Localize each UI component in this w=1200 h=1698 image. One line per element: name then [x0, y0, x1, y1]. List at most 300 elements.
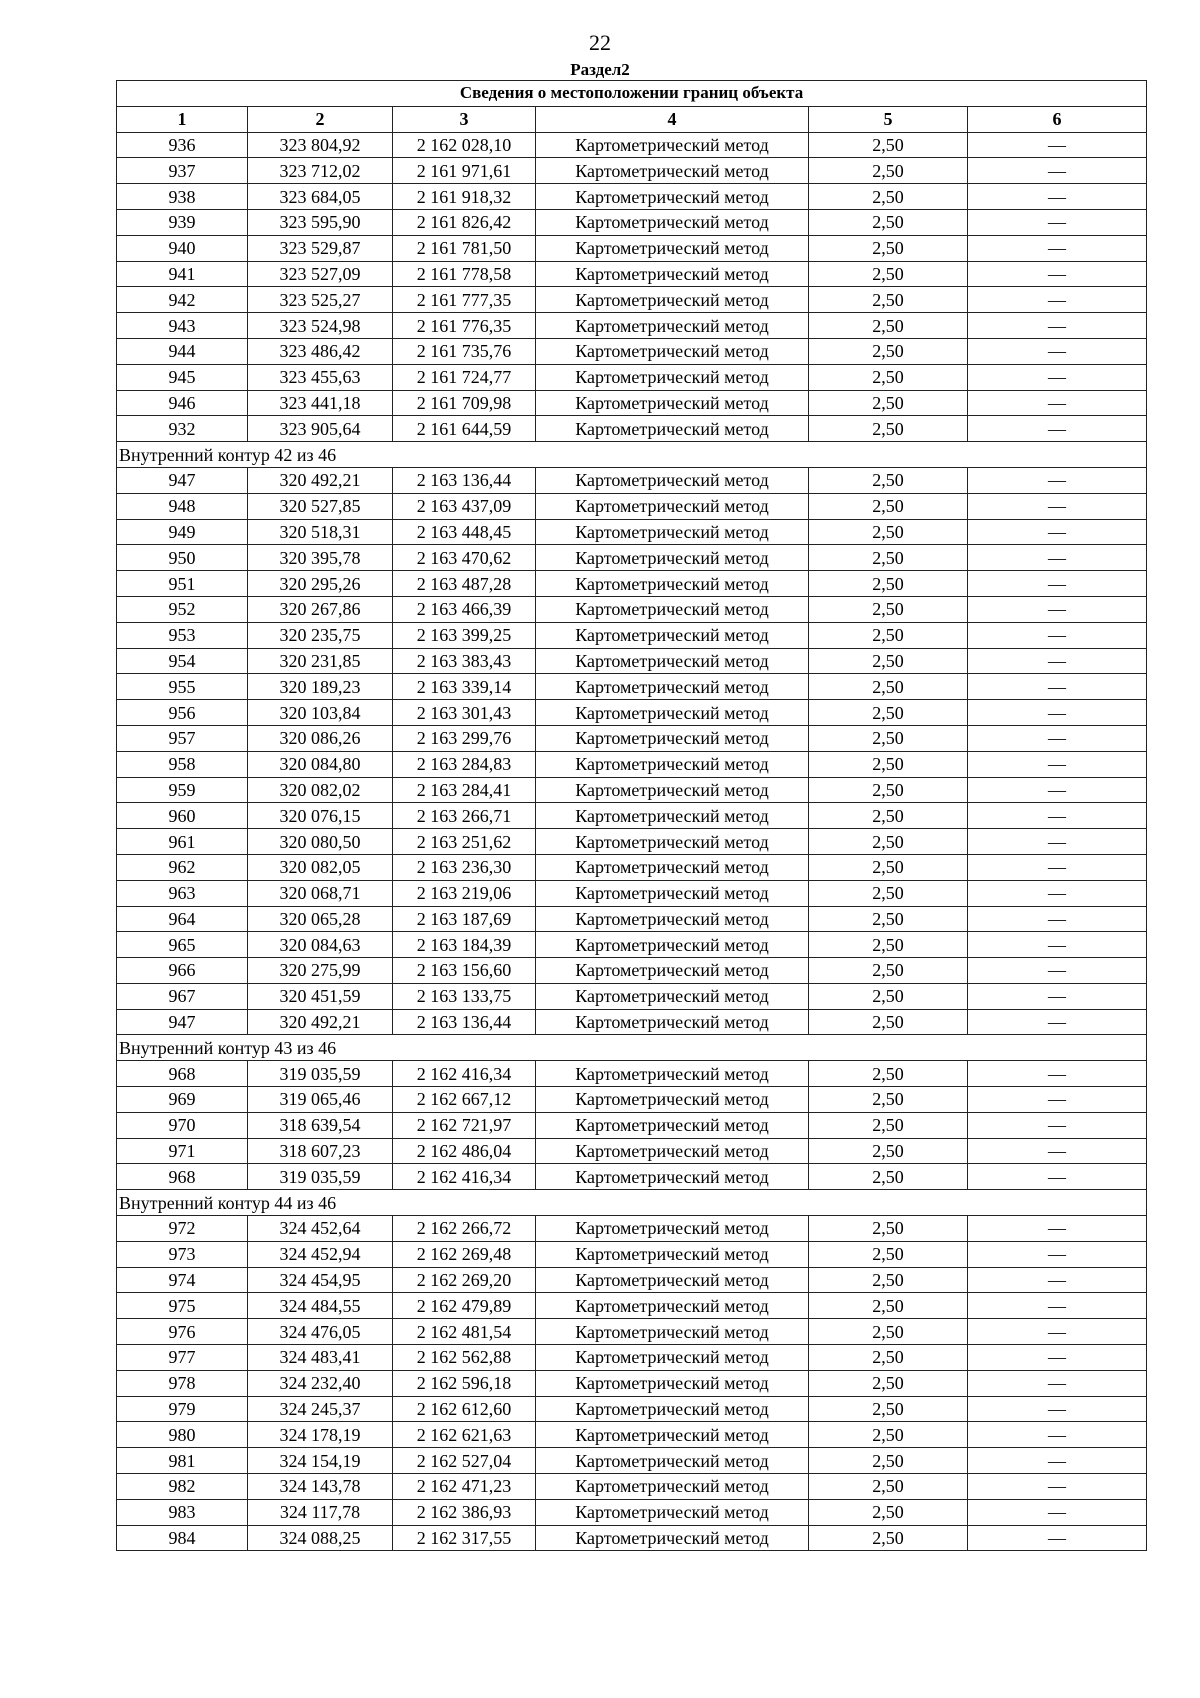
column-header: 6	[968, 106, 1147, 132]
accuracy-cell: 2,50	[809, 209, 968, 235]
point-number-cell: 973	[117, 1241, 248, 1267]
point-number-cell: 940	[117, 235, 248, 261]
accuracy-cell: 2,50	[809, 1370, 968, 1396]
y-coordinate-cell: 2 163 133,75	[393, 983, 536, 1009]
y-coordinate-cell: 2 162 562,88	[393, 1345, 536, 1371]
table-row	[117, 1112, 1147, 1138]
accuracy-cell: 2,50	[809, 287, 968, 313]
x-coordinate-cell: 320 084,63	[248, 932, 393, 958]
method-cell: Картометрический метод	[536, 519, 809, 545]
contour-label: Внутренний контур 44 из 46	[117, 1190, 1147, 1216]
point-number-cell: 947	[117, 467, 248, 493]
accuracy-cell: 2,50	[809, 648, 968, 674]
method-cell: Картометрический метод	[536, 1009, 809, 1035]
method-cell: Картометрический метод	[536, 958, 809, 984]
description-cell: —	[968, 932, 1147, 958]
table-row	[117, 1422, 1147, 1448]
accuracy-cell: 2,50	[809, 1267, 968, 1293]
table-row	[117, 1396, 1147, 1422]
method-cell: Картометрический метод	[536, 390, 809, 416]
accuracy-cell: 2,50	[809, 1319, 968, 1345]
table-row	[117, 416, 1147, 442]
table-row	[117, 1474, 1147, 1500]
method-cell: Картометрический метод	[536, 158, 809, 184]
accuracy-cell: 2,50	[809, 829, 968, 855]
method-cell: Картометрический метод	[536, 1370, 809, 1396]
accuracy-cell: 2,50	[809, 880, 968, 906]
y-coordinate-cell: 2 163 219,06	[393, 880, 536, 906]
accuracy-cell: 2,50	[809, 390, 968, 416]
method-cell: Картометрический метод	[536, 132, 809, 158]
description-cell: —	[968, 1009, 1147, 1035]
method-cell: Картометрический метод	[536, 1164, 809, 1190]
table-row	[117, 1345, 1147, 1371]
table-row	[117, 287, 1147, 313]
y-coordinate-cell: 2 162 269,20	[393, 1267, 536, 1293]
table-row	[117, 364, 1147, 390]
description-cell: —	[968, 390, 1147, 416]
x-coordinate-cell: 324 483,41	[248, 1345, 393, 1371]
point-number-cell: 978	[117, 1370, 248, 1396]
description-cell: —	[968, 571, 1147, 597]
y-coordinate-cell: 2 163 266,71	[393, 803, 536, 829]
description-cell: —	[968, 209, 1147, 235]
x-coordinate-cell: 320 527,85	[248, 493, 393, 519]
point-number-cell: 977	[117, 1345, 248, 1371]
accuracy-cell: 2,50	[809, 1474, 968, 1500]
accuracy-cell: 2,50	[809, 158, 968, 184]
x-coordinate-cell: 323 905,64	[248, 416, 393, 442]
y-coordinate-cell: 2 162 416,34	[393, 1061, 536, 1087]
column-header: 2	[248, 106, 393, 132]
method-cell: Картометрический метод	[536, 829, 809, 855]
y-coordinate-cell: 2 162 317,55	[393, 1525, 536, 1551]
table-row	[117, 622, 1147, 648]
description-cell: —	[968, 364, 1147, 390]
accuracy-cell: 2,50	[809, 493, 968, 519]
point-number-cell: 980	[117, 1422, 248, 1448]
description-cell: —	[968, 313, 1147, 339]
table-row	[117, 390, 1147, 416]
y-coordinate-cell: 2 161 777,35	[393, 287, 536, 313]
x-coordinate-cell: 319 035,59	[248, 1061, 393, 1087]
description-cell: —	[968, 261, 1147, 287]
x-coordinate-cell: 324 245,37	[248, 1396, 393, 1422]
y-coordinate-cell: 2 161 971,61	[393, 158, 536, 184]
table-row	[117, 1138, 1147, 1164]
method-cell: Картометрический метод	[536, 700, 809, 726]
table-body	[117, 132, 1147, 1551]
contour-heading-row	[117, 442, 1147, 468]
accuracy-cell: 2,50	[809, 1499, 968, 1525]
x-coordinate-cell: 323 595,90	[248, 209, 393, 235]
table-row	[117, 1216, 1147, 1242]
table-row	[117, 545, 1147, 571]
description-cell: —	[968, 1474, 1147, 1500]
point-number-cell: 941	[117, 261, 248, 287]
x-coordinate-cell: 324 088,25	[248, 1525, 393, 1551]
table-row	[117, 854, 1147, 880]
accuracy-cell: 2,50	[809, 1061, 968, 1087]
description-cell: —	[968, 1061, 1147, 1087]
x-coordinate-cell: 320 492,21	[248, 1009, 393, 1035]
method-cell: Картометрический метод	[536, 364, 809, 390]
method-cell: Картометрический метод	[536, 674, 809, 700]
point-number-cell: 972	[117, 1216, 248, 1242]
table-row	[117, 467, 1147, 493]
method-cell: Картометрический метод	[536, 1216, 809, 1242]
point-number-cell: 942	[117, 287, 248, 313]
y-coordinate-cell: 2 161 644,59	[393, 416, 536, 442]
description-cell: —	[968, 854, 1147, 880]
point-number-cell: 952	[117, 596, 248, 622]
description-cell: —	[968, 1499, 1147, 1525]
accuracy-cell: 2,50	[809, 1448, 968, 1474]
x-coordinate-cell: 320 103,84	[248, 700, 393, 726]
method-cell: Картометрический метод	[536, 313, 809, 339]
accuracy-cell: 2,50	[809, 725, 968, 751]
point-number-cell: 938	[117, 184, 248, 210]
accuracy-cell: 2,50	[809, 700, 968, 726]
method-cell: Картометрический метод	[536, 338, 809, 364]
method-cell: Картометрический метод	[536, 1448, 809, 1474]
description-cell: —	[968, 1370, 1147, 1396]
table-row	[117, 1448, 1147, 1474]
method-cell: Картометрический метод	[536, 751, 809, 777]
accuracy-cell: 2,50	[809, 803, 968, 829]
x-coordinate-cell: 320 267,86	[248, 596, 393, 622]
accuracy-cell: 2,50	[809, 467, 968, 493]
y-coordinate-cell: 2 163 383,43	[393, 648, 536, 674]
description-cell: —	[968, 545, 1147, 571]
point-number-cell: 951	[117, 571, 248, 597]
y-coordinate-cell: 2 163 156,60	[393, 958, 536, 984]
column-header: 1	[117, 106, 248, 132]
point-number-cell: 963	[117, 880, 248, 906]
accuracy-cell: 2,50	[809, 1241, 968, 1267]
point-number-cell: 976	[117, 1319, 248, 1345]
point-number-cell: 969	[117, 1087, 248, 1113]
y-coordinate-cell: 2 162 416,34	[393, 1164, 536, 1190]
table-row	[117, 1293, 1147, 1319]
x-coordinate-cell: 320 518,31	[248, 519, 393, 545]
description-cell: —	[968, 1525, 1147, 1551]
accuracy-cell: 2,50	[809, 313, 968, 339]
table-row	[117, 209, 1147, 235]
description-cell: —	[968, 777, 1147, 803]
y-coordinate-cell: 2 162 667,12	[393, 1087, 536, 1113]
method-cell: Картометрический метод	[536, 880, 809, 906]
description-cell: —	[968, 1422, 1147, 1448]
y-coordinate-cell: 2 163 301,43	[393, 700, 536, 726]
table-row	[117, 958, 1147, 984]
accuracy-cell: 2,50	[809, 1396, 968, 1422]
x-coordinate-cell: 323 455,63	[248, 364, 393, 390]
point-number-cell: 953	[117, 622, 248, 648]
table-row	[117, 932, 1147, 958]
table-row	[117, 235, 1147, 261]
table-row	[117, 261, 1147, 287]
table-row	[117, 596, 1147, 622]
description-cell: —	[968, 674, 1147, 700]
description-cell: —	[968, 1164, 1147, 1190]
table-row	[117, 1267, 1147, 1293]
description-cell: —	[968, 184, 1147, 210]
method-cell: Картометрический метод	[536, 571, 809, 597]
x-coordinate-cell: 323 712,02	[248, 158, 393, 184]
y-coordinate-cell: 2 162 527,04	[393, 1448, 536, 1474]
contour-label: Внутренний контур 43 из 46	[117, 1035, 1147, 1061]
point-number-cell: 960	[117, 803, 248, 829]
method-cell: Картометрический метод	[536, 493, 809, 519]
y-coordinate-cell: 2 161 781,50	[393, 235, 536, 261]
description-cell: —	[968, 829, 1147, 855]
point-number-cell: 936	[117, 132, 248, 158]
description-cell: —	[968, 958, 1147, 984]
y-coordinate-cell: 2 162 269,48	[393, 1241, 536, 1267]
accuracy-cell: 2,50	[809, 1087, 968, 1113]
description-cell: —	[968, 519, 1147, 545]
point-number-cell: 939	[117, 209, 248, 235]
y-coordinate-cell: 2 163 487,28	[393, 571, 536, 597]
method-cell: Картометрический метод	[536, 932, 809, 958]
x-coordinate-cell: 324 232,40	[248, 1370, 393, 1396]
description-cell: —	[968, 596, 1147, 622]
x-coordinate-cell: 318 639,54	[248, 1112, 393, 1138]
x-coordinate-cell: 320 235,75	[248, 622, 393, 648]
method-cell: Картометрический метод	[536, 467, 809, 493]
accuracy-cell: 2,50	[809, 1525, 968, 1551]
x-coordinate-cell: 320 082,02	[248, 777, 393, 803]
description-cell: —	[968, 235, 1147, 261]
accuracy-cell: 2,50	[809, 338, 968, 364]
method-cell: Картометрический метод	[536, 1422, 809, 1448]
description-cell: —	[968, 906, 1147, 932]
y-coordinate-cell: 2 163 136,44	[393, 1009, 536, 1035]
table-row	[117, 1061, 1147, 1087]
y-coordinate-cell: 2 161 918,32	[393, 184, 536, 210]
accuracy-cell: 2,50	[809, 1422, 968, 1448]
method-cell: Картометрический метод	[536, 1061, 809, 1087]
x-coordinate-cell: 320 451,59	[248, 983, 393, 1009]
description-cell: —	[968, 338, 1147, 364]
table-row	[117, 571, 1147, 597]
y-coordinate-cell: 2 163 187,69	[393, 906, 536, 932]
accuracy-cell: 2,50	[809, 364, 968, 390]
y-coordinate-cell: 2 163 399,25	[393, 622, 536, 648]
method-cell: Картометрический метод	[536, 648, 809, 674]
description-cell: —	[968, 700, 1147, 726]
method-cell: Картометрический метод	[536, 906, 809, 932]
method-cell: Картометрический метод	[536, 416, 809, 442]
method-cell: Картометрический метод	[536, 1138, 809, 1164]
method-cell: Картометрический метод	[536, 287, 809, 313]
table-row	[117, 674, 1147, 700]
y-coordinate-cell: 2 161 709,98	[393, 390, 536, 416]
y-coordinate-cell: 2 162 596,18	[393, 1370, 536, 1396]
accuracy-cell: 2,50	[809, 519, 968, 545]
table-row	[117, 906, 1147, 932]
method-cell: Картометрический метод	[536, 209, 809, 235]
y-coordinate-cell: 2 162 621,63	[393, 1422, 536, 1448]
x-coordinate-cell: 320 082,05	[248, 854, 393, 880]
accuracy-cell: 2,50	[809, 1112, 968, 1138]
description-cell: —	[968, 416, 1147, 442]
table-caption-row	[117, 81, 1147, 107]
x-coordinate-cell: 319 035,59	[248, 1164, 393, 1190]
point-number-cell: 944	[117, 338, 248, 364]
table-row	[117, 1009, 1147, 1035]
accuracy-cell: 2,50	[809, 261, 968, 287]
description-cell: —	[968, 983, 1147, 1009]
description-cell: —	[968, 751, 1147, 777]
accuracy-cell: 2,50	[809, 545, 968, 571]
description-cell: —	[968, 1319, 1147, 1345]
table-row	[117, 1319, 1147, 1345]
boundary-coordinates-table	[116, 80, 1147, 1551]
method-cell: Картометрический метод	[536, 596, 809, 622]
x-coordinate-cell: 323 524,98	[248, 313, 393, 339]
point-number-cell: 968	[117, 1164, 248, 1190]
x-coordinate-cell: 324 154,19	[248, 1448, 393, 1474]
point-number-cell: 968	[117, 1061, 248, 1087]
y-coordinate-cell: 2 163 284,41	[393, 777, 536, 803]
point-number-cell: 946	[117, 390, 248, 416]
point-number-cell: 981	[117, 1448, 248, 1474]
accuracy-cell: 2,50	[809, 1009, 968, 1035]
description-cell: —	[968, 132, 1147, 158]
accuracy-cell: 2,50	[809, 235, 968, 261]
table-row	[117, 338, 1147, 364]
y-coordinate-cell: 2 161 778,58	[393, 261, 536, 287]
accuracy-cell: 2,50	[809, 416, 968, 442]
accuracy-cell: 2,50	[809, 184, 968, 210]
description-cell: —	[968, 1241, 1147, 1267]
description-cell: —	[968, 158, 1147, 184]
y-coordinate-cell: 2 163 236,30	[393, 854, 536, 880]
method-cell: Картометрический метод	[536, 1241, 809, 1267]
point-number-cell: 965	[117, 932, 248, 958]
y-coordinate-cell: 2 162 721,97	[393, 1112, 536, 1138]
table-row	[117, 1370, 1147, 1396]
description-cell: —	[968, 467, 1147, 493]
point-number-cell: 950	[117, 545, 248, 571]
y-coordinate-cell: 2 161 724,77	[393, 364, 536, 390]
x-coordinate-cell: 320 076,15	[248, 803, 393, 829]
y-coordinate-cell: 2 161 776,35	[393, 313, 536, 339]
method-cell: Картометрический метод	[536, 1396, 809, 1422]
method-cell: Картометрический метод	[536, 261, 809, 287]
table-row	[117, 880, 1147, 906]
x-coordinate-cell: 320 275,99	[248, 958, 393, 984]
x-coordinate-cell: 323 684,05	[248, 184, 393, 210]
y-coordinate-cell: 2 162 028,10	[393, 132, 536, 158]
y-coordinate-cell: 2 163 251,62	[393, 829, 536, 855]
accuracy-cell: 2,50	[809, 674, 968, 700]
method-cell: Картометрический метод	[536, 545, 809, 571]
x-coordinate-cell: 320 080,50	[248, 829, 393, 855]
point-number-cell: 958	[117, 751, 248, 777]
point-number-cell: 970	[117, 1112, 248, 1138]
point-number-cell: 947	[117, 1009, 248, 1035]
point-number-cell: 967	[117, 983, 248, 1009]
x-coordinate-cell: 324 143,78	[248, 1474, 393, 1500]
table-row	[117, 132, 1147, 158]
y-coordinate-cell: 2 162 471,23	[393, 1474, 536, 1500]
method-cell: Картометрический метод	[536, 725, 809, 751]
x-coordinate-cell: 319 065,46	[248, 1087, 393, 1113]
y-coordinate-cell: 2 163 284,83	[393, 751, 536, 777]
column-header: 3	[393, 106, 536, 132]
table-row	[117, 493, 1147, 519]
description-cell: —	[968, 648, 1147, 674]
method-cell: Картометрический метод	[536, 1525, 809, 1551]
accuracy-cell: 2,50	[809, 571, 968, 597]
point-number-cell: 971	[117, 1138, 248, 1164]
description-cell: —	[968, 1345, 1147, 1371]
x-coordinate-cell: 323 486,42	[248, 338, 393, 364]
method-cell: Картометрический метод	[536, 622, 809, 648]
point-number-cell: 957	[117, 725, 248, 751]
table-row	[117, 1499, 1147, 1525]
contour-heading-row	[117, 1035, 1147, 1061]
method-cell: Картометрический метод	[536, 1112, 809, 1138]
x-coordinate-cell: 320 295,26	[248, 571, 393, 597]
x-coordinate-cell: 323 527,09	[248, 261, 393, 287]
x-coordinate-cell: 324 476,05	[248, 1319, 393, 1345]
accuracy-cell: 2,50	[809, 1216, 968, 1242]
method-cell: Картометрический метод	[536, 803, 809, 829]
description-cell: —	[968, 1138, 1147, 1164]
accuracy-cell: 2,50	[809, 1345, 968, 1371]
method-cell: Картометрический метод	[536, 184, 809, 210]
description-cell: —	[968, 493, 1147, 519]
method-cell: Картометрический метод	[536, 983, 809, 1009]
y-coordinate-cell: 2 163 136,44	[393, 467, 536, 493]
description-cell: —	[968, 1293, 1147, 1319]
x-coordinate-cell: 323 804,92	[248, 132, 393, 158]
method-cell: Картометрический метод	[536, 1293, 809, 1319]
column-header-row	[117, 106, 1147, 132]
y-coordinate-cell: 2 162 386,93	[393, 1499, 536, 1525]
point-number-cell: 959	[117, 777, 248, 803]
accuracy-cell: 2,50	[809, 983, 968, 1009]
point-number-cell: 975	[117, 1293, 248, 1319]
x-coordinate-cell: 324 117,78	[248, 1499, 393, 1525]
point-number-cell: 955	[117, 674, 248, 700]
x-coordinate-cell: 320 231,85	[248, 648, 393, 674]
table-row	[117, 829, 1147, 855]
description-cell: —	[968, 1112, 1147, 1138]
method-cell: Картометрический метод	[536, 1267, 809, 1293]
y-coordinate-cell: 2 163 437,09	[393, 493, 536, 519]
x-coordinate-cell: 320 189,23	[248, 674, 393, 700]
table-row	[117, 1087, 1147, 1113]
table-row	[117, 700, 1147, 726]
method-cell: Картометрический метод	[536, 1319, 809, 1345]
point-number-cell: 984	[117, 1525, 248, 1551]
x-coordinate-cell: 320 084,80	[248, 751, 393, 777]
accuracy-cell: 2,50	[809, 132, 968, 158]
point-number-cell: 983	[117, 1499, 248, 1525]
table-row	[117, 158, 1147, 184]
section-title: Раздел2	[570, 60, 630, 79]
accuracy-cell: 2,50	[809, 1293, 968, 1319]
point-number-cell: 979	[117, 1396, 248, 1422]
description-cell: —	[968, 1396, 1147, 1422]
y-coordinate-cell: 2 162 479,89	[393, 1293, 536, 1319]
x-coordinate-cell: 324 484,55	[248, 1293, 393, 1319]
